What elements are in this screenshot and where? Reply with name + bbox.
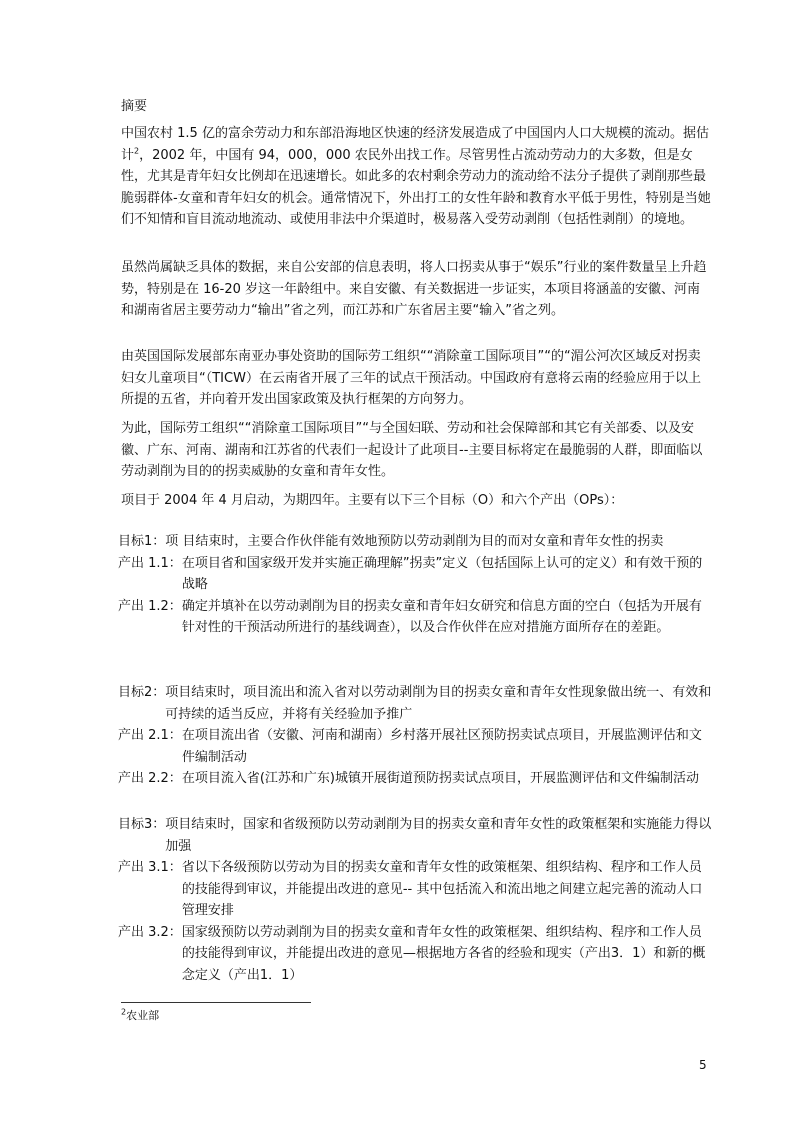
output-text: 省以下各级预防以劳动为目的拐卖女童和青年女性的政策框架、组织结构、程序和工作人员的技能得到审议，并能提出改进的意见-- 其中包括流入和流出地之间建立起完善的流动人口管理安排 [181,860,703,918]
output-1-1 [118,553,712,596]
paragraph-1 [121,123,711,231]
goal-label: 目标1： [118,534,166,549]
output-text: 在项目流入省(江苏和广东)城镇开展街道预防拐卖试点项目，开展监测评估和文件编制活动 [181,771,699,786]
output-3-2 [118,922,712,987]
output-2-1 [118,725,712,768]
output-2-2 [118,768,712,790]
output-text: 国家级预防以劳动剥削为目的拐卖女童和青年女性的政策框架、组织结构、程序和工作人员的技能得到审议，并能提出改进的意见—根据地方各省的经验和现实（产出3．1）和新的概念定义（产出1．1） [181,924,706,983]
output-1-2 [118,596,712,639]
footnote-reference[interactable]: 2 [134,146,140,156]
goal-1 [118,531,712,553]
goal-block-1 [118,531,712,639]
output-text: 确定并填补在以劳动剥削为目的拐卖女童和青年妇女研究和信息方面的空白（包括为开展有针对性的干预活动所进行的基线调查），以及合作伙伴在应对措施方面所存在的差距。 [181,598,702,635]
output-label: 产出 3.1： [118,860,182,875]
goal-text: 项 目结束时，主要合作伙伴能有效地预防以劳动剥削为目的而对女童和青年女性的拐卖 [165,534,664,549]
paragraph-3: 由英国国际发展部东南亚办事处资助的国际劳工组织““消除童工国际项目”“的“湄公河次区域反对拐卖妇女儿童项目“（TICW）在云南省开展了三年的试点干预活动。中国政府有意将云南的经验应用于以上所提的五省，并向着开发出国家政策及执行框架的方向努力。 [121,349,701,407]
footnote [121,1008,159,1024]
paragraph-1-text-a: 中国农村 1.5 亿的富余劳动力和东部沿海地区快速的经济发展造成了中国国内人口大规模的流动。据估计 [121,126,709,163]
abstract-heading: 摘要 [121,99,148,114]
paragraph-1-text-b: ，2002 年，中国有 94，000，000 农民外出找工作。尽管男性占流动劳动力的大多数，但是女性，尤其是青年妇女比例却在迅速增长。如此多的农村剩余劳动力的流动给不法分子提供了剥削那些最脆弱群体-女童和青年妇女的机会。通常情况下，外出打工的女性年龄和教育水平低于男性，特别是当她们不知情和盲目流动地流动、或使用非法中介渠道时，极易落入受劳动剥削（包括性剥削）的境地。 [121,147,711,227]
footnote-text: 农业部 [126,1009,160,1022]
output-label: 产出 1.2： [118,598,182,614]
output-label: 产出 2.1： [118,728,182,743]
footnote-separator [121,1002,311,1003]
goal-label: 目标2： [118,685,166,700]
goal-3 [118,814,712,857]
goal-block-3 [118,814,712,986]
output-text: 在项目流出省（安徽、河南和湖南）乡村落开展社区预防拐卖试点项目，开展监测评估和文件编制活动 [181,728,702,765]
output-text: 在项目省和国家级开发并实施正确理解”拐卖”定义（包括国际上认可的定义）和有效干预的战略 [181,555,703,592]
paragraph-2: 虽然尚属缺乏具体的数据，来自公安部的信息表明，将人口拐卖从事于“娱乐”行业的案件数量呈上升趋势，特别是在 16-20 岁这一年龄组中。来自安徽、有关数据进一步证实，本项目将涵盖的安徽、河南和湖南省居主要劳动力“输出”省之列，而江苏和广东省居主要“输入”省之列。 [121,260,707,318]
goal-2 [118,682,712,725]
output-label: 产出 3.2： [118,924,182,940]
paragraph-5: 项目于 2004 年 4 月启动，为期四年。主要有以下三个目标（O）和六个产出（OPs）： [121,493,624,508]
output-3-1 [118,857,712,922]
page-number: 5 [699,1058,707,1072]
paragraph-4: 为此，国际劳工组织““消除童工国际项目”“与全国妇联、劳动和社会保障部和其它有关部委、以及安徽、广东、河南、湖南和江苏省的代表们一起设计了此项目--主要目标将定在最脆弱的人群，即面临以劳动剥削为目的的拐卖威胁的女童和青年女性。 [121,421,703,479]
goal-text: 项目结束时，项目流出和流入省对以劳动剥削为目的拐卖女童和青年女性现象做出统一、有效和可持续的适当反应，并将有关经验加予推广 [165,685,712,722]
output-label: 产出 1.1： [118,555,182,571]
goal-text: 项目结束时，国家和省级预防以劳动剥削为目的拐卖女童和青年女性的政策框架和实施能力得以加强 [165,817,712,854]
goal-label: 目标3： [118,817,166,832]
footnote-marker: 2 [121,1007,127,1017]
goal-block-2 [118,682,712,790]
output-label: 产出 2.2： [118,771,182,786]
